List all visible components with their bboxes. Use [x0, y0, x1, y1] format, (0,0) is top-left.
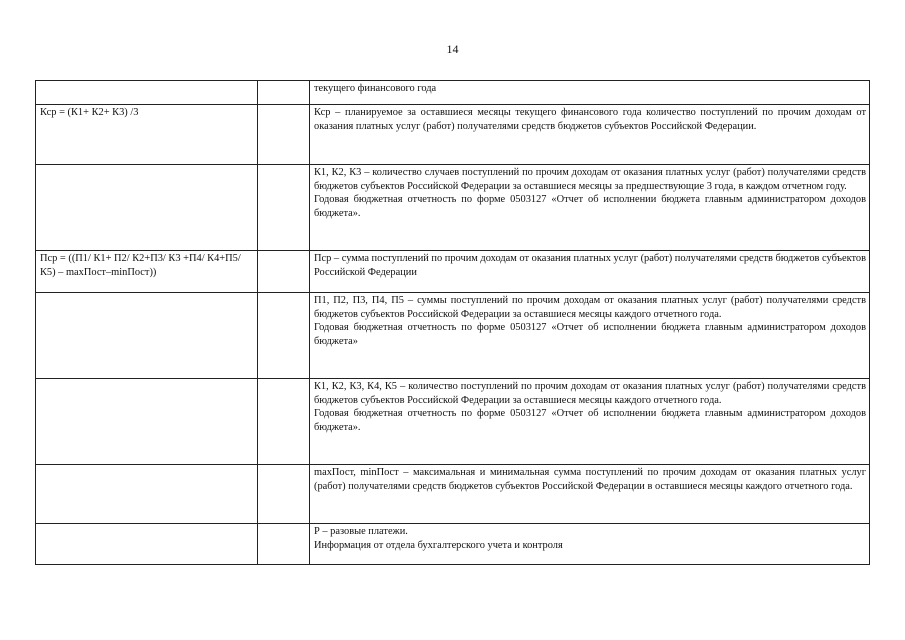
description-cell	[310, 293, 870, 379]
description-cell	[310, 165, 870, 251]
empty-cell	[258, 81, 310, 105]
empty-cell	[258, 524, 310, 565]
description-text: Р – разовые платежи.	[314, 526, 408, 537]
description-text: текущего финансового года	[314, 83, 437, 94]
formula-cell	[36, 379, 258, 465]
empty-cell	[258, 465, 310, 524]
table-row	[36, 165, 870, 251]
empty-cell	[258, 165, 310, 251]
description-text: К1, К2, К3 – количество случаев поступлений по прочим доходам от оказания платных услуг (работ) получателями средств бюджетов субъектов Российской Федерации за оставшиеся месяцы за предшествующие 3 года, в каждом отчетном году.	[314, 167, 866, 192]
description-text: Кср – планируемое за оставшиеся месяцы текущего финансового года количество поступлений по прочим доходам от оказания платных услуг (работ) получателями средств бюджетов субъектов Российской Федерации.	[314, 107, 866, 132]
formula-cell	[36, 165, 258, 251]
description-text: maxПост, minПост – максимальная и минимальная сумма поступлений по прочим доходам от оказания платных услуг (работ) получателями средств бюджетов субъектов Российской Федерации в оставшиеся месяцы каждого отчетного года.	[314, 467, 866, 492]
formula-cell	[36, 465, 258, 524]
formula-cell	[36, 81, 258, 105]
empty-cell	[258, 293, 310, 379]
source-text: Годовая бюджетная отчетность по форме 0503127 «Отчет об исполнении бюджета главным администратором доходов бюджета».	[314, 194, 866, 219]
table-row	[36, 465, 870, 524]
formula-cell: Кср = (К1+ К2+ К3) /3	[36, 105, 258, 165]
formula-table	[35, 80, 870, 565]
table-row	[36, 81, 870, 105]
description-cell	[310, 251, 870, 293]
table-row	[36, 251, 870, 293]
empty-cell	[258, 105, 310, 165]
source-text: Годовая бюджетная отчетность по форме 0503127 «Отчет об исполнении бюджета главным администратором доходов бюджета»	[314, 322, 866, 347]
description-cell	[310, 524, 870, 565]
description-text: Пср – сумма поступлений по прочим доходам от оказания платных услуг (работ) получателями средств бюджетов субъектов Российской Федерации	[314, 253, 866, 278]
table-row	[36, 524, 870, 565]
description-text: П1, П2, П3, П4, П5 – суммы поступлений по прочим доходам от оказания платных услуг (работ) получателями средств бюджетов субъектов Российской Федерации за оставшиеся месяцы каждого отчетного года.	[314, 295, 866, 320]
source-text: Информация от отдела бухгалтерского учета и контроля	[314, 539, 563, 551]
formula-cell	[36, 293, 258, 379]
description-cell	[310, 105, 870, 165]
formula-cell	[36, 524, 258, 565]
page-number: 14	[446, 42, 459, 56]
formula-cell: Пср = ((П1/ К1+ П2/ К2+П3/ К3 +П4/ К4+П5/ К5) – maxПост–minПост))	[36, 251, 258, 293]
table-row	[36, 379, 870, 465]
description-cell	[310, 81, 870, 105]
description-cell	[310, 379, 870, 465]
table-row	[36, 105, 870, 165]
description-text: К1, К2, К3, К4, К5 – количество поступлений по прочим доходам от оказания платных услуг (работ) получателями средств бюджетов субъектов Российской Федерации за оставшиеся месяцы каждого отчетного года.	[314, 381, 866, 406]
table-row	[36, 293, 870, 379]
description-cell	[310, 465, 870, 524]
empty-cell	[258, 251, 310, 293]
source-text: Годовая бюджетная отчетность по форме 0503127 «Отчет об исполнении бюджета главным администратором доходов бюджета».	[314, 408, 866, 433]
empty-cell	[258, 379, 310, 465]
